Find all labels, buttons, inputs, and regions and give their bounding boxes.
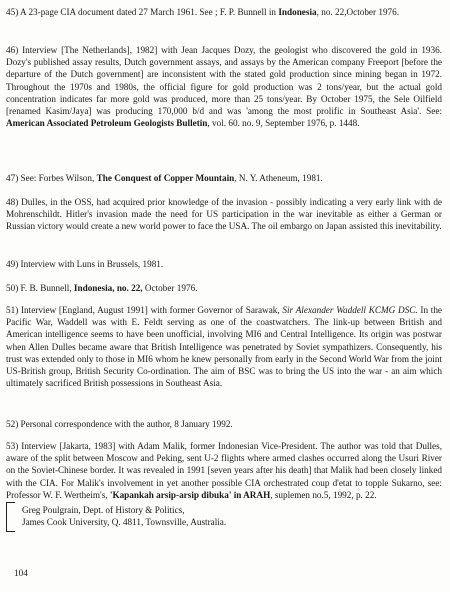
footnote-51-text-2: In the Pacific War, Waddell was with E. Feldt serving as one of the coastwatchers. The link-up between British and American intelligence seems to have been unofficial, involving MI6 and Central Intelligence. Its origin was postwar when Allen Dulles became aware that British Intelligence was penetrated by Soviet sympathizers. Consequently, his trust was extended only to those in MI6 whom he knew personally from early in the Second World War from the joint US-British group, British Security Co-ordination. The aim of BSC was to bring the US into the war - an aim which ultimately sacrificed British possessions in Southeast Asia.	[6, 305, 442, 389]
footnote-53-text-0: 53) Interview [Jakarta, 1983] with Adam Malik, former Indonesian Vice-President. The author was told that Dulles, aware of the split between Moscow and Peking, sent U-2 flights where armed clashes occurred along the Usuri River on the Soviet-Chinese border. It was revealed in 1991 [seven years after his death] that Malik had been closely linked with the CIA. For Malik's involvement in yet another possible CIA orchestrated coup d'etat to topple Sukarno, see: Professor W. F. Wertheim's,	[6, 441, 442, 500]
signature-line-1: Greg Poulgrain, Dept. of History & Politics,	[22, 505, 185, 515]
footnote-49	[6, 258, 442, 270]
footnote-53-text-2: , suplemen no.5, 1992, p. 22.	[270, 489, 377, 500]
author-signature-block	[14, 504, 322, 528]
footnote-50-text-0: 50) F. B. Bunnell,	[6, 283, 74, 293]
footnote-47-text-1: The Conquest of Copper Mountain	[96, 173, 235, 183]
page-number: 104	[14, 568, 28, 578]
footnote-51-text-0: 51) Interview [England, August 1991] with former Governor of Sarawak,	[6, 305, 283, 315]
footnote-45-text-0: 45) A 23-page CIA document dated 27 March 1961. See ; F. P. Bunnell in	[6, 7, 279, 17]
footnote-53-text-1: 'Kapankah arsip-arsip dibuka' in ARAH	[109, 489, 271, 500]
signature-line-2: James Cook University, Q. 4811, Townsville, Australia.	[22, 517, 227, 528]
footnote-46-text-0: 46) Interview [The Netherlands], 1982] with Jean Jacques Dozy, the geologist who discovered the gold in 1936. Dozy's published assay results, Dutch government assays, and assays by the American company Freeport [before the departure of the Dutch government] are inconsistent with the stated gold production since mining began in 1972. Throughout the 1970s and 1980s, the official figure for gold production was 2 tons/year, but the actual gold concentration indicates far more gold was produced, more than 25 tons/year. By October 1975, the Sele Oilfield [renamed Kasim/Jaya] was producing 170,000 b/d and was 'among the most prolific in Southeast Asia'. See:	[6, 45, 442, 117]
footnote-49-text-0: 49) Interview with Luns in Brussels, 1981.	[6, 259, 164, 269]
footnote-51-text-1: Sir Alexander Waddell KCMG DSC.	[282, 305, 418, 315]
footnote-50	[6, 282, 442, 294]
footnote-47	[6, 172, 442, 184]
footnote-53	[6, 440, 442, 501]
footnote-46	[6, 44, 442, 129]
footnote-51	[6, 304, 442, 389]
footnote-45-text-2: , no. 22,October 1976.	[316, 7, 400, 17]
footnote-48-text-0: 48) Dulles, in the OSS, had acquired prior knowledge of the invasion - possibly indicating a very early link with de Mohrenschildt. Hitler's invasion made the need for US participation in the war inevitable as either a German or Russian victory would create a new world power to face the USA. The oil embargo on Japan assisted this inevitability.	[6, 197, 442, 232]
footnote-50-text-2: October 1976.	[142, 283, 198, 293]
footnote-46-text-1: American Associated Petroleum Geologists Bulletin	[6, 118, 208, 129]
footnote-46-text-2: , vol. 60. no. 9, September 1976, p. 1448.	[207, 118, 360, 129]
footnote-48	[6, 196, 442, 233]
footnote-47-text-2: , N. Y. Atheneum, 1981.	[234, 173, 323, 183]
footnote-45-text-1: Indonesia	[278, 7, 317, 17]
footnote-50-text-1: Indonesia, no. 22,	[73, 283, 143, 293]
footnote-52-text-0: 52) Personal correspondence with the author, 8 January 1992.	[6, 419, 233, 429]
footnote-52	[6, 418, 442, 430]
footnote-47-text-0: 47) See: Forbes Wilson,	[6, 173, 97, 183]
footnote-45	[6, 6, 442, 18]
